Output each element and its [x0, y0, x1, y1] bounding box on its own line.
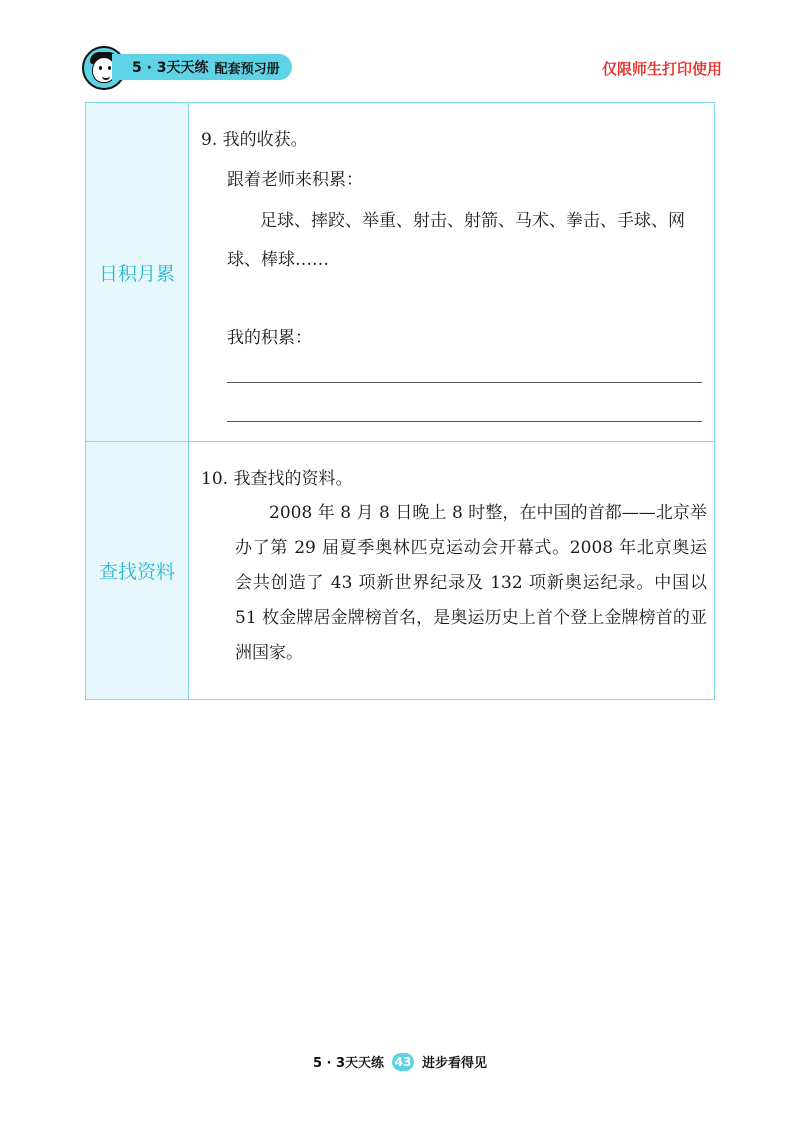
research-paragraph: 2008 年 8 月 8 日晚上 8 时整，在中国的首都——北京举办了第 29 届夏季奥林匹克运动会开幕式。2008 年北京奥运会共创造了 43 项新世界纪录及 132 项新奥运纪录。中国以 51 枚金牌居金牌榜首名，是奥运历史上首个登上金牌榜首的亚洲国家。	[235, 503, 707, 663]
section-label: 日积月累	[86, 103, 189, 441]
prompt-text: 跟着老师来积累：	[227, 170, 363, 190]
word-list-line-2: 球、棒球……	[227, 250, 329, 270]
section-content	[189, 103, 714, 441]
print-notice: 仅限师生打印使用	[601, 60, 722, 78]
answer-line-1[interactable]	[227, 382, 702, 383]
footer-brand: 5 · 3天天练	[312, 1056, 385, 1071]
section-research	[86, 442, 714, 699]
word-list-line-1: 足球、摔跤、举重、射击、射箭、马术、拳击、手球、网	[260, 211, 685, 231]
section-accumulation	[86, 103, 714, 442]
section-label: 查找资料	[86, 442, 189, 699]
page-footer	[0, 1052, 800, 1071]
footer-slogan: 进步看得见	[422, 1056, 488, 1071]
question-title: 10. 我查找的资料。	[201, 469, 353, 489]
book-title-badge	[112, 54, 292, 80]
answer-line-2[interactable]	[227, 421, 702, 422]
section-content	[189, 442, 714, 699]
my-accumulation-prompt: 我的积累：	[227, 328, 312, 348]
exercise-table	[85, 102, 715, 700]
page-number: 43	[392, 1053, 414, 1071]
book-subtitle: 配套预习册	[214, 61, 280, 77]
question-title: 9. 我的收获。	[201, 130, 308, 150]
book-title: 5 · 3天天练	[132, 60, 209, 76]
page-header	[82, 46, 722, 90]
